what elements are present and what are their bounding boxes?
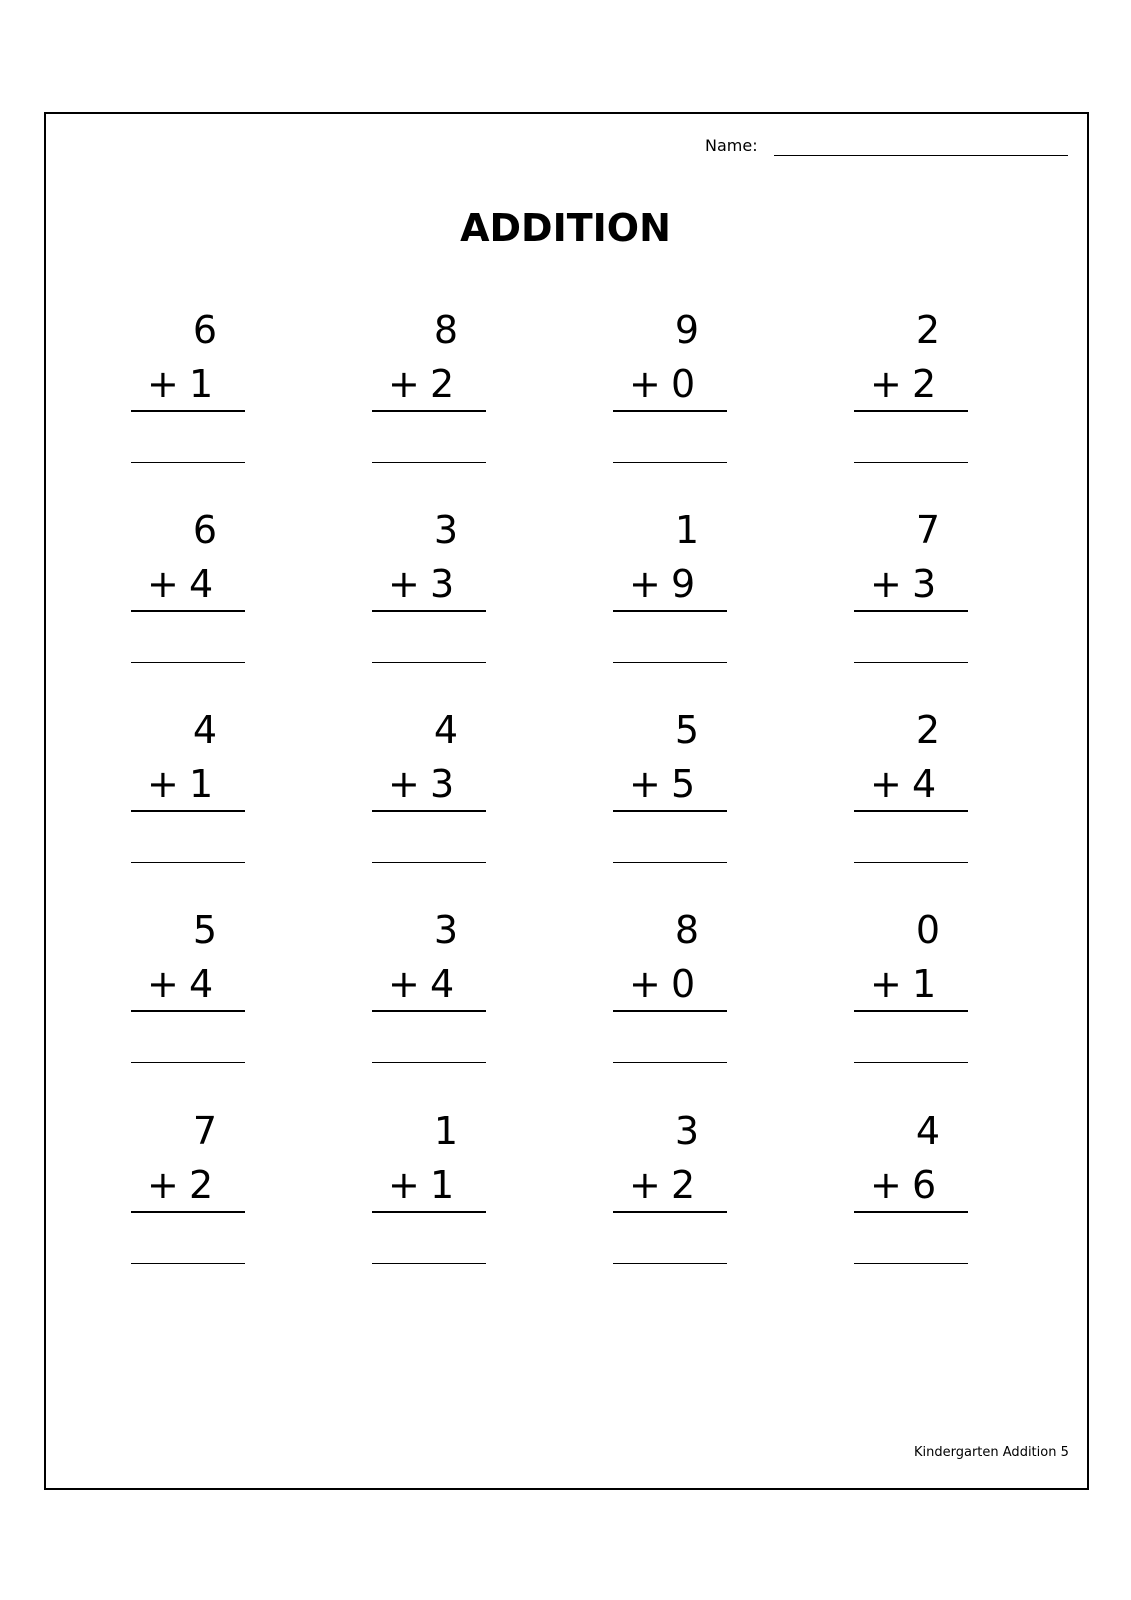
- addition-problem: [372, 708, 486, 868]
- plus-sign: +: [147, 962, 179, 1006]
- answer-line[interactable]: [613, 1263, 727, 1264]
- addend-bottom: 1: [430, 1163, 455, 1207]
- plus-sign: +: [147, 762, 179, 806]
- answer-line[interactable]: [613, 862, 727, 863]
- addend-top: 4: [192, 708, 217, 752]
- plus-sign: +: [870, 362, 902, 406]
- addend-top: 8: [433, 308, 458, 352]
- sum-rule: [613, 1211, 727, 1213]
- plus-sign: +: [629, 1163, 661, 1207]
- addend-top: 1: [674, 508, 699, 552]
- plus-sign: +: [870, 962, 902, 1006]
- plus-sign: +: [388, 562, 420, 606]
- addition-problem: [131, 308, 245, 468]
- addend-top: 4: [433, 708, 458, 752]
- addend-top: 2: [915, 708, 940, 752]
- addition-problem: [854, 1109, 968, 1269]
- addend-bottom: 4: [912, 762, 937, 806]
- addend-top: 7: [915, 508, 940, 552]
- addend-bottom: 2: [912, 362, 937, 406]
- addition-problem: [854, 708, 968, 868]
- addend-bottom: 2: [430, 362, 455, 406]
- sum-rule: [854, 1010, 968, 1012]
- addend-top: 9: [674, 308, 699, 352]
- addend-top: 4: [915, 1109, 940, 1153]
- plus-sign: +: [388, 1163, 420, 1207]
- addition-problem: [131, 1109, 245, 1269]
- name-field-line[interactable]: [774, 155, 1068, 156]
- addition-problem: [854, 508, 968, 668]
- addend-bottom: 4: [430, 962, 455, 1006]
- plus-sign: +: [147, 362, 179, 406]
- addend-bottom: 9: [671, 562, 696, 606]
- answer-line[interactable]: [372, 862, 486, 863]
- addend-top: 7: [192, 1109, 217, 1153]
- plus-sign: +: [147, 562, 179, 606]
- plus-sign: +: [147, 1163, 179, 1207]
- addend-bottom: 0: [671, 962, 696, 1006]
- addition-problem: [372, 1109, 486, 1269]
- addend-bottom: 3: [430, 562, 455, 606]
- answer-line[interactable]: [854, 862, 968, 863]
- addend-top: 3: [433, 508, 458, 552]
- addend-bottom: 1: [189, 762, 214, 806]
- plus-sign: +: [388, 362, 420, 406]
- sum-rule: [372, 1010, 486, 1012]
- answer-line[interactable]: [854, 462, 968, 463]
- answer-line[interactable]: [613, 662, 727, 663]
- addend-top: 6: [192, 508, 217, 552]
- sum-rule: [854, 610, 968, 612]
- sum-rule: [613, 1010, 727, 1012]
- sum-rule: [131, 810, 245, 812]
- addition-problem: [131, 708, 245, 868]
- plus-sign: +: [388, 962, 420, 1006]
- addend-bottom: 3: [430, 762, 455, 806]
- addition-problem: [372, 508, 486, 668]
- sum-rule: [613, 810, 727, 812]
- addend-bottom: 4: [189, 562, 214, 606]
- plus-sign: +: [629, 962, 661, 1006]
- sum-rule: [854, 410, 968, 412]
- addition-problem: [131, 508, 245, 668]
- addend-top: 5: [674, 708, 699, 752]
- sum-rule: [613, 410, 727, 412]
- addend-bottom: 3: [912, 562, 937, 606]
- sum-rule: [131, 1010, 245, 1012]
- plus-sign: +: [870, 1163, 902, 1207]
- addition-problem: [854, 308, 968, 468]
- sum-rule: [854, 810, 968, 812]
- addition-problem: [613, 908, 727, 1068]
- sum-rule: [613, 610, 727, 612]
- answer-line[interactable]: [613, 1062, 727, 1063]
- answer-line[interactable]: [854, 662, 968, 663]
- addition-problem: [372, 908, 486, 1068]
- answer-line[interactable]: [372, 462, 486, 463]
- answer-line[interactable]: [131, 862, 245, 863]
- answer-line[interactable]: [854, 1263, 968, 1264]
- answer-line[interactable]: [854, 1062, 968, 1063]
- addend-bottom: 2: [671, 1163, 696, 1207]
- addend-top: 3: [674, 1109, 699, 1153]
- addend-bottom: 2: [189, 1163, 214, 1207]
- addition-problem: [613, 308, 727, 468]
- addend-bottom: 5: [671, 762, 696, 806]
- answer-line[interactable]: [131, 1062, 245, 1063]
- sum-rule: [372, 1211, 486, 1213]
- addend-top: 8: [674, 908, 699, 952]
- plus-sign: +: [629, 762, 661, 806]
- sum-rule: [854, 1211, 968, 1213]
- sum-rule: [131, 1211, 245, 1213]
- plus-sign: +: [388, 762, 420, 806]
- addend-top: 6: [192, 308, 217, 352]
- addition-problem: [131, 908, 245, 1068]
- addend-bottom: 0: [671, 362, 696, 406]
- addend-top: 1: [433, 1109, 458, 1153]
- footer-label: Kindergarten Addition 5: [914, 1445, 1069, 1460]
- addition-problem: [613, 508, 727, 668]
- addition-problem: [613, 1109, 727, 1269]
- answer-line[interactable]: [372, 1062, 486, 1063]
- addition-problem: [372, 308, 486, 468]
- addend-bottom: 1: [189, 362, 214, 406]
- sum-rule: [372, 610, 486, 612]
- page-title: ADDITION: [460, 206, 671, 250]
- answer-line[interactable]: [372, 1263, 486, 1264]
- name-label: Name:: [705, 136, 758, 155]
- addition-problem: [854, 908, 968, 1068]
- plus-sign: +: [870, 562, 902, 606]
- addition-problem: [613, 708, 727, 868]
- sum-rule: [372, 810, 486, 812]
- plus-sign: +: [629, 562, 661, 606]
- addend-top: 0: [915, 908, 940, 952]
- plus-sign: +: [870, 762, 902, 806]
- answer-line[interactable]: [613, 462, 727, 463]
- addend-bottom: 6: [912, 1163, 937, 1207]
- addend-bottom: 1: [912, 962, 937, 1006]
- answer-line[interactable]: [131, 1263, 245, 1264]
- answer-line[interactable]: [131, 662, 245, 663]
- plus-sign: +: [629, 362, 661, 406]
- addend-bottom: 4: [189, 962, 214, 1006]
- answer-line[interactable]: [372, 662, 486, 663]
- addend-top: 5: [192, 908, 217, 952]
- sum-rule: [131, 610, 245, 612]
- answer-line[interactable]: [131, 462, 245, 463]
- sum-rule: [131, 410, 245, 412]
- addend-top: 3: [433, 908, 458, 952]
- addend-top: 2: [915, 308, 940, 352]
- sum-rule: [372, 410, 486, 412]
